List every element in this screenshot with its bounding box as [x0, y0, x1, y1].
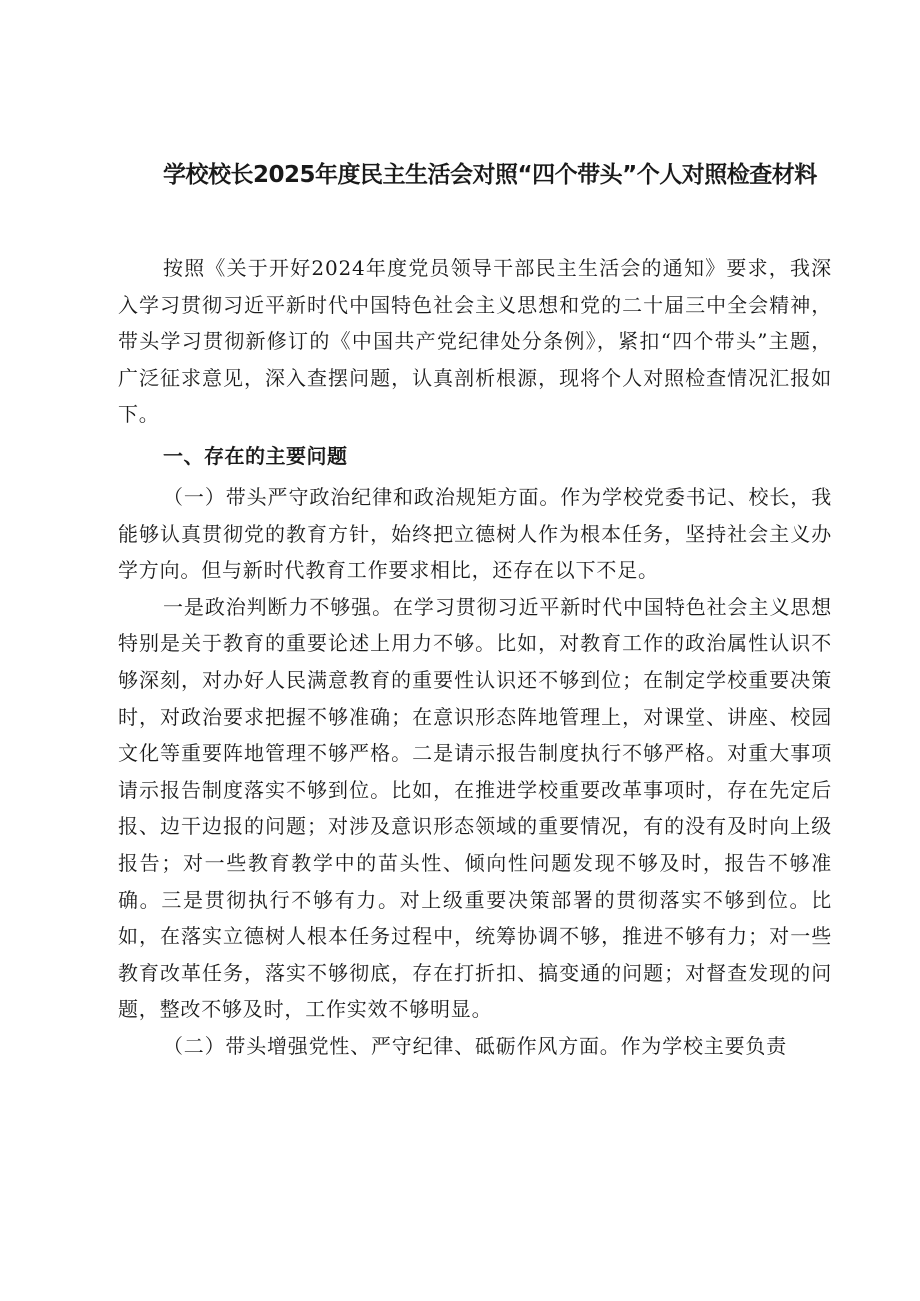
subsection-2-paragraph: （二）带头增强党性、严守纪律、砥砺作风方面。作为学校主要负责 [163, 1033, 787, 1058]
document-body [118, 250, 832, 1064]
document-title: 学校校长2025年度民主生活会对照“四个带头”个人对照检查材料 [163, 162, 817, 188]
intro-paragraph: 按照《关于开好2024年度党员领导干部民主生活会的通知》要求，我深入学习贯彻习近平新时代中国特色社会主义思想和党的二十届三中全会精神，带头学习贯彻新修订的《中国共产党纪律处分条例》，紧扣“四个带头”主题，广泛征求意见，深入查摆问题，认真剖析根源，现将个人对照检查情况汇报如下。 [118, 256, 832, 427]
subsection-1-detail-paragraph: 一是政治判断力不够强。在学习贯彻习近平新时代中国特色社会主义思想特别是关于教育的重要论述上用力不够。比如，对教育工作的政治属性认识不够深刻，对办好人民满意教育的重要性认识还不够到位；在制定学校重要决策时，对政治要求把握不够准确；在意识形态阵地管理上，对课堂、讲座、校园文化等重要阵地管理不够严格。二是请示报告制度执行不够严格。对重大事项请示报告制度落实不够到位。比如，在推进学校重要改革事项时，存在先定后报、边干边报的问题；对涉及意识形态领域的重要情况，有的没有及时向上级报告；对一些教育教学中的苗头性、倾向性问题发现不够及时，报告不够准确。三是贯彻执行不够有力。对上级重要决策部署的贯彻落实不够到位。比如，在落实立德树人根本任务过程中，统筹协调不够，推进不够有力；对一些教育改革任务，落实不够彻底，存在打折扣、搞变通的问题；对督查发现的问题，整改不够及时，工作实效不够明显。 [118, 594, 832, 1022]
subsection-1-paragraph: （一）带头严守政治纪律和政治规矩方面。作为学校党委书记、校长，我能够认真贯彻党的教育方针，始终把立德树人作为根本任务，坚持社会主义办学方向。但与新时代教育工作要求相比，还存在以下不足。 [118, 484, 832, 583]
section-heading-problems: 一、存在的主要问题 [163, 443, 348, 468]
